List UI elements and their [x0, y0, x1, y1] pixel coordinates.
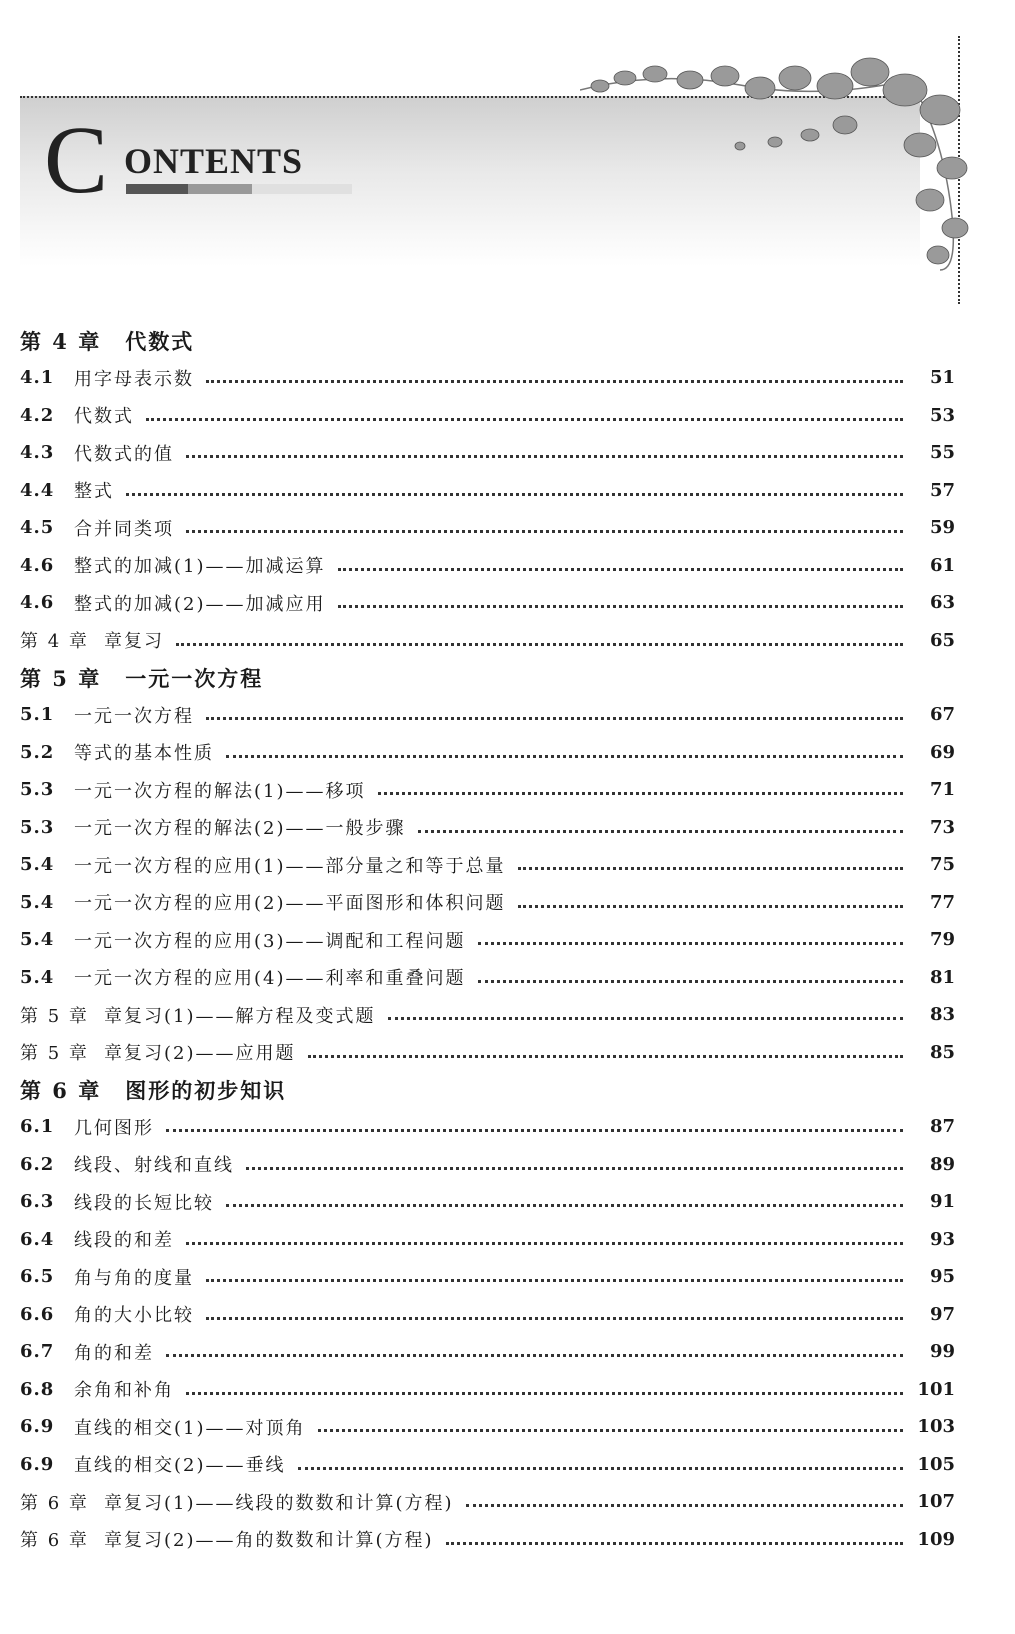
page-number: 85 [929, 1041, 955, 1063]
page-number: 63 [929, 592, 955, 614]
page-number: 101 [917, 1378, 955, 1400]
page-number: 61 [929, 554, 955, 576]
dot-leader [226, 755, 903, 758]
toc-entry[interactable] [20, 921, 955, 959]
dot-leader [478, 980, 904, 983]
section-title: 章复习(1)——解方程及变式题 [104, 1005, 376, 1027]
section-number: 6.3 [20, 1191, 55, 1213]
dot-leader [206, 1279, 903, 1282]
page-number: 91 [929, 1191, 955, 1213]
section-title: 代数式 [74, 406, 134, 428]
toc-entry[interactable] [20, 996, 955, 1034]
section-number: 5.4 [20, 891, 55, 913]
dot-leader [226, 1204, 903, 1207]
section-title: 一元一次方程的解法(2)——一般步骤 [74, 818, 406, 840]
dot-leader [166, 1354, 903, 1357]
dot-leader [206, 1317, 903, 1320]
page-number: 55 [929, 442, 955, 464]
section-title: 整式的加减(2)——加减应用 [74, 593, 326, 615]
section-number: 4.5 [20, 517, 55, 539]
section-number: 6.1 [20, 1116, 55, 1138]
dot-leader [186, 455, 903, 458]
dot-leader [206, 717, 903, 720]
page-number: 71 [929, 779, 955, 801]
toc-entry[interactable] [20, 959, 955, 997]
section-title: 一元一次方程的应用(2)——平面图形和体积问题 [74, 893, 506, 915]
dot-leader [308, 1055, 904, 1058]
section-title: 一元一次方程的应用(3)——调配和工程问题 [74, 930, 466, 952]
chapter-number: 第 4 章 [20, 328, 102, 354]
title-underline-bars [126, 184, 352, 194]
dot-leader [298, 1467, 904, 1470]
dot-leader [126, 493, 903, 496]
section-number: 4.6 [20, 592, 55, 614]
toc-entry[interactable] [20, 1258, 955, 1296]
chapter-heading [20, 659, 955, 696]
section-title: 线段的和差 [74, 1230, 174, 1252]
toc-entry[interactable] [20, 1183, 955, 1221]
page-number: 77 [929, 891, 955, 913]
toc-entry[interactable] [20, 1408, 955, 1446]
section-number: 5.3 [20, 779, 55, 801]
section-number: 5.1 [20, 704, 55, 726]
dot-leader [176, 643, 903, 646]
page-number: 87 [929, 1116, 955, 1138]
chapter-number: 第 6 章 [20, 1077, 102, 1103]
section-number: 6.9 [20, 1416, 55, 1438]
toc-entry[interactable] [20, 846, 955, 884]
section-number: 4.1 [20, 367, 55, 389]
page-number: 93 [929, 1228, 955, 1250]
toc-entry[interactable] [20, 472, 955, 510]
page-number: 105 [917, 1453, 955, 1475]
section-title: 一元一次方程 [74, 705, 194, 727]
page-number: 53 [929, 404, 955, 426]
section-title: 整式 [74, 481, 114, 503]
dot-leader [186, 1392, 903, 1395]
section-title: 整式的加减(1)——加减运算 [74, 556, 326, 578]
page-number: 57 [929, 479, 955, 501]
toc-entry[interactable] [20, 1034, 955, 1072]
section-number: 第 5 章 [20, 1005, 89, 1027]
section-title: 一元一次方程的应用(1)——部分量之和等于总量 [74, 855, 506, 877]
toc-entry[interactable] [20, 584, 955, 622]
section-title: 角的和差 [74, 1342, 154, 1364]
dot-leader [186, 1242, 903, 1245]
section-title: 角与角的度量 [74, 1267, 194, 1289]
section-title: 章复习 [104, 631, 164, 653]
toc-entry[interactable] [20, 1296, 955, 1334]
page-number: 73 [929, 816, 955, 838]
chapter-title: 图形的初步知识 [125, 1077, 287, 1103]
section-number: 4.2 [20, 404, 55, 426]
section-number: 5.4 [20, 854, 55, 876]
title-rest: ONTENTS [124, 141, 304, 181]
section-number: 6.7 [20, 1341, 55, 1363]
section-number: 5.4 [20, 929, 55, 951]
section-number: 5.2 [20, 741, 55, 763]
dot-leader [338, 568, 904, 571]
chapter-heading [20, 1071, 955, 1108]
section-number: 第 5 章 [20, 1043, 89, 1065]
toc-entry[interactable] [20, 622, 955, 660]
toc-entry[interactable] [20, 1221, 955, 1259]
toc-entry[interactable] [20, 397, 955, 435]
section-number: 4.6 [20, 554, 55, 576]
title-initial: C [44, 106, 109, 213]
page-number: 107 [917, 1491, 955, 1513]
toc-entry[interactable] [20, 809, 955, 847]
section-title: 一元一次方程的应用(4)——利率和重叠问题 [74, 968, 466, 990]
section-title: 合并同类项 [74, 518, 174, 540]
page-number: 99 [929, 1341, 955, 1363]
dot-leader [518, 905, 904, 908]
section-title: 余角和补角 [74, 1380, 174, 1402]
page-number: 79 [929, 929, 955, 951]
dot-leader [518, 867, 904, 870]
section-title: 线段、射线和直线 [74, 1155, 234, 1177]
table-of-contents [20, 322, 955, 1558]
toc-entry[interactable] [20, 771, 955, 809]
toc-entry[interactable] [20, 1333, 955, 1371]
page-number: 67 [929, 704, 955, 726]
section-number: 第 6 章 [20, 1530, 89, 1552]
dot-leader [206, 380, 903, 383]
toc-entry[interactable] [20, 696, 955, 734]
page-number: 59 [929, 517, 955, 539]
toc-entry[interactable] [20, 1108, 955, 1146]
page-number: 109 [917, 1528, 955, 1550]
toc-entry[interactable] [20, 884, 955, 922]
page-number: 95 [929, 1266, 955, 1288]
section-title: 几何图形 [74, 1117, 154, 1139]
toc-entry[interactable] [20, 434, 955, 472]
page-number: 75 [929, 854, 955, 876]
section-number: 6.5 [20, 1266, 55, 1288]
dot-leader [186, 530, 903, 533]
section-title: 代数式的值 [74, 443, 174, 465]
dot-leader [166, 1129, 903, 1132]
section-title: 线段的长短比较 [74, 1192, 214, 1214]
section-number: 6.9 [20, 1453, 55, 1475]
toc-entry[interactable] [20, 1521, 955, 1559]
section-number: 第 6 章 [20, 1492, 89, 1514]
dot-leader [388, 1017, 904, 1020]
section-title: 直线的相交(1)——对顶角 [74, 1417, 306, 1439]
dot-leader [378, 792, 904, 795]
toc-entry[interactable] [20, 734, 955, 772]
page-number: 69 [929, 741, 955, 763]
section-title: 等式的基本性质 [74, 743, 214, 765]
section-title: 章复习(2)——角的数数和计算(方程) [104, 1530, 434, 1552]
section-number: 第 4 章 [20, 631, 89, 653]
chapter-title: 一元一次方程 [125, 665, 264, 691]
dot-leader [146, 418, 903, 421]
section-number: 6.4 [20, 1228, 55, 1250]
dot-leader [446, 1542, 903, 1545]
dot-leader [466, 1504, 903, 1507]
section-number: 4.3 [20, 442, 55, 464]
section-title: 角的大小比较 [74, 1305, 194, 1327]
section-title: 用字母表示数 [74, 368, 194, 390]
page-number: 83 [929, 1004, 955, 1026]
page-number: 51 [929, 367, 955, 389]
section-number: 5.3 [20, 816, 55, 838]
section-number: 6.2 [20, 1153, 55, 1175]
section-number: 5.4 [20, 966, 55, 988]
dot-leader [318, 1429, 904, 1432]
section-title: 直线的相交(2)——垂线 [74, 1455, 286, 1477]
toc-entry[interactable] [20, 1483, 955, 1521]
page-number: 65 [929, 629, 955, 651]
toc-entry[interactable] [20, 1446, 955, 1484]
chapter-number: 第 5 章 [20, 665, 102, 691]
toc-entry[interactable] [20, 1371, 955, 1409]
dot-leader [478, 942, 904, 945]
chapter-title: 代数式 [125, 328, 195, 354]
section-title: 一元一次方程的解法(1)——移项 [74, 780, 366, 802]
ivy-decoration [580, 50, 1000, 280]
section-number: 6.8 [20, 1378, 55, 1400]
section-number: 6.6 [20, 1303, 55, 1325]
section-number: 4.4 [20, 479, 55, 501]
toc-entry[interactable] [20, 547, 955, 585]
page-number: 81 [929, 966, 955, 988]
toc-entry[interactable] [20, 1146, 955, 1184]
toc-entry[interactable] [20, 359, 955, 397]
section-title: 章复习(1)——线段的数数和计算(方程) [104, 1492, 454, 1514]
section-title: 章复习(2)——应用题 [104, 1043, 296, 1065]
dot-leader [418, 830, 904, 833]
page-number: 97 [929, 1303, 955, 1325]
page-number: 89 [929, 1153, 955, 1175]
chapter-heading [20, 322, 955, 359]
toc-entry[interactable] [20, 509, 955, 547]
page-number: 103 [917, 1416, 955, 1438]
dot-leader [246, 1167, 903, 1170]
dot-leader [338, 605, 904, 608]
